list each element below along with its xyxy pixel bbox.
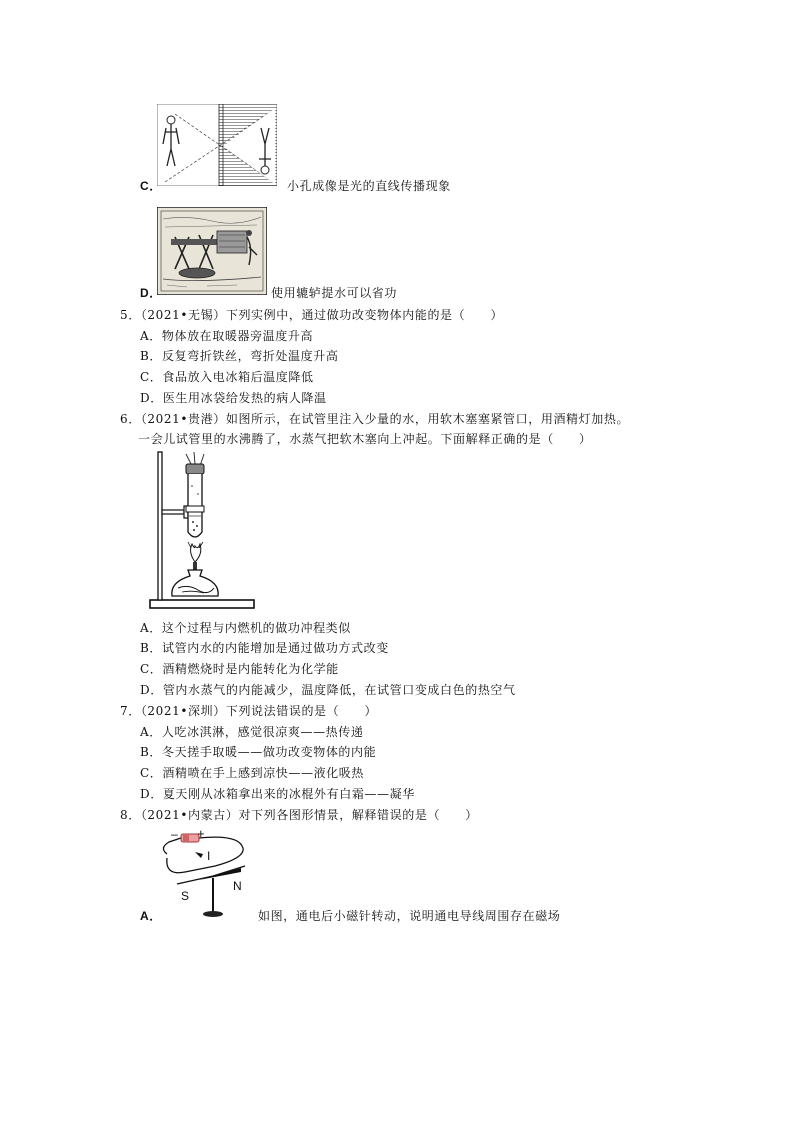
north-pole-label: N xyxy=(233,879,242,893)
q6-option-c: C．酒精燃烧时是内能转化为化学能 xyxy=(140,662,339,676)
q8-stem: 8．（2021•内蒙古）对下列各图形情景，解释错误的是（ ） xyxy=(120,808,478,822)
option-letter: A． xyxy=(140,909,162,923)
q4-option-d xyxy=(140,285,162,301)
q6-stem-line1: 6．（2021•贵港）如图所示，在试管里注入少量的水，用软木塞塞紧管口，用酒精灯加热。 xyxy=(120,412,630,426)
q8-option-a-text: 如图，通电后小磁针转动，说明通电导线周围存在磁场 xyxy=(258,909,561,923)
oersted-experiment-figure xyxy=(155,828,255,920)
q4-option-c xyxy=(140,178,162,194)
windlass-figure xyxy=(157,207,267,295)
pinhole-imaging-figure xyxy=(157,104,277,186)
q4-option-d-text: 使用辘轳提水可以省功 xyxy=(271,286,398,300)
q8-option-a xyxy=(140,908,162,924)
q7-option-a: A．人吃冰淇淋，感觉很凉爽——热传递 xyxy=(140,725,364,739)
q5-option-d: D．医生用冰袋给发热的病人降温 xyxy=(140,391,327,405)
q6-option-a: A．这个过程与内燃机的做功冲程类似 xyxy=(140,621,351,635)
q7-option-b: B．冬天搓手取暖——做功改变物体的内能 xyxy=(140,745,377,759)
south-pole-label: S xyxy=(181,889,190,903)
q5-stem: 5．（2021•无锡）下列实例中，通过做功改变物体内能的是（ ） xyxy=(120,308,504,322)
battery-minus-label: – xyxy=(171,828,178,841)
q5-option-b: B．反复弯折铁丝，弯折处温度升高 xyxy=(140,349,339,363)
q7-option-d: D．夏天刚从冰箱拿出来的冰棍外有白霜——凝华 xyxy=(140,787,415,801)
q5-option-a: A．物体放在取暖器旁温度升高 xyxy=(140,329,314,343)
battery-plus-label: + xyxy=(197,828,205,841)
option-letter: D． xyxy=(140,286,162,300)
q6-option-d: D．管内水蒸气的内能减少，温度降低，在试管口变成白色的热空气 xyxy=(140,683,516,697)
q4-option-c-text: 小孔成像是光的直线传播现象 xyxy=(287,179,451,193)
q7-stem: 7．（2021•深圳）下列说法错误的是（ ） xyxy=(120,704,378,718)
option-letter: C． xyxy=(140,179,162,193)
current-label: I xyxy=(207,849,211,863)
test-tube-heating-figure xyxy=(148,450,258,612)
q6-stem-line2: 一会儿试管里的水沸腾了，水蒸气把软木塞向上冲起。下面解释正确的是（ ） xyxy=(138,432,592,446)
q5-option-c: C．食品放入电冰箱后温度降低 xyxy=(140,370,314,384)
q7-option-c: C．酒精喷在手上感到凉快——液化吸热 xyxy=(140,766,364,780)
q6-option-b: B．试管内水的内能增加是通过做功方式改变 xyxy=(140,641,389,655)
